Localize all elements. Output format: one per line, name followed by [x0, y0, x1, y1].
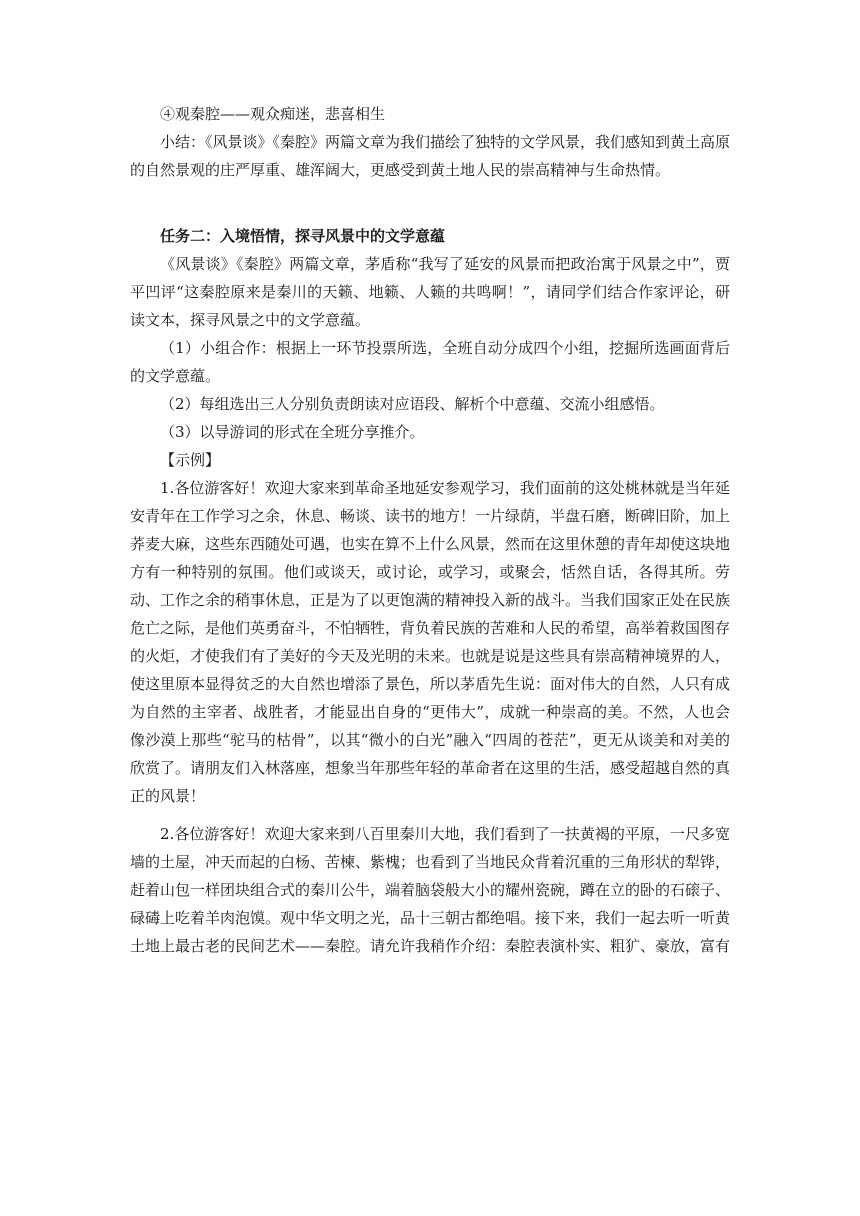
task2-heading: 任务二：入境悟情，探寻风景中的文学意蕴 [160, 227, 446, 245]
example-1-paragraph: 1.各位游客好！欢迎大家来到革命圣地延安参观学习，我们面前的这处桃林就是当年延安青年在工作学习之余，休息、畅谈、读书的地方！一片绿荫，半盘石磨，断碑旧阶，加上荞麦大麻，这些东西随处可遇，也实在算不上什么风景，然而在这里休憩的青年却使这块地方有一种特别的氛围。他们或谈天，或讨论，或学习，或聚会，恬然自话，各得其所。劳动、工作之余的稍事休息，正是为了以更饱满的精神投入新的战斗。当我们国家正处在民族危亡之际，是他们英勇奋斗，不怕牺牲，背负着民族的苦难和人民的希望，高举着救国图存的火炬，才使我们有了美好的今天及光明的未来。也就是说是这些具有崇高精神境界的人，使这里原本显得贫乏的大自然也增添了景色，所以茅盾先生说：面对伟大的自然，人只有成为自然的主宰者、战胜者，才能显出自身的“更伟大”，成就一种崇高的美。不然，人也会像沙漠上那些“驼马的枯骨”，以其“微小的白光”融入“四周的苍茫”，更无从谈美和对美的欣赏了。请朋友们入林落座，想象当年那些年轻的革命者在这里的生活，感受超越自然的真正的风景！ [130, 479, 731, 805]
item-4-line: ④观秦腔——观众痴迷，悲喜相生 [160, 105, 386, 123]
example-2-paragraph: 2.各位游客好！欢迎大家来到八百里秦川大地，我们看到了一扶黄褐的平原，一尺多宽墙的土屋，冲天而起的白杨、苦楝、紫槐；也看到了当地民众背着沉重的三角形状的犁铧，赶着山包一样团块组合式的秦川公牛，端着脑袋般大小的耀州瓷碗，蹲在立的卧的石磙子、碌碡上吃着羊肉泡馍。观中华文明之光，品十三朝古都绝唱。接下来，我们一起去听一听黄土地上最古老的民间艺术——秦腔。请允许我稍作介绍：秦腔表演朴实、粗犷、豪放，富有 [130, 825, 731, 955]
summary-paragraph: 小结：《风景谈》《秦腔》两篇文章为我们描绘了独特的文学风景，我们感知到黄土高原的自然景观的庄严厚重、雄浑阔大，更感受到黄土地人民的崇高精神与生命热情。 [130, 133, 731, 179]
step-2-paragraph: （2）每组选出三人分别负责朗读对应语段、解析个中意蕴、交流小组感悟。 [160, 395, 665, 413]
task2-intro-paragraph: 《风景谈》《秦腔》两篇文章，茅盾称“我写了延安的风景而把政治寓于风景之中”，贾平凹评“这秦腔原来是秦川的天籁、地籁、人籁的共鸣啊！”，请同学们结合作家评论，研读文本，探寻风景之中的文学意蕴。 [130, 255, 730, 329]
example-label: 【示例】 [160, 451, 221, 469]
step-1-paragraph: （1）小组合作：根据上一环节投票所选，全班自动分成四个小组，挖掘所选画面背后的文学意蕴。 [130, 339, 730, 385]
document-body [130, 100, 730, 960]
step-3-paragraph: （3）以导游词的形式在全班分享推介。 [160, 423, 425, 441]
